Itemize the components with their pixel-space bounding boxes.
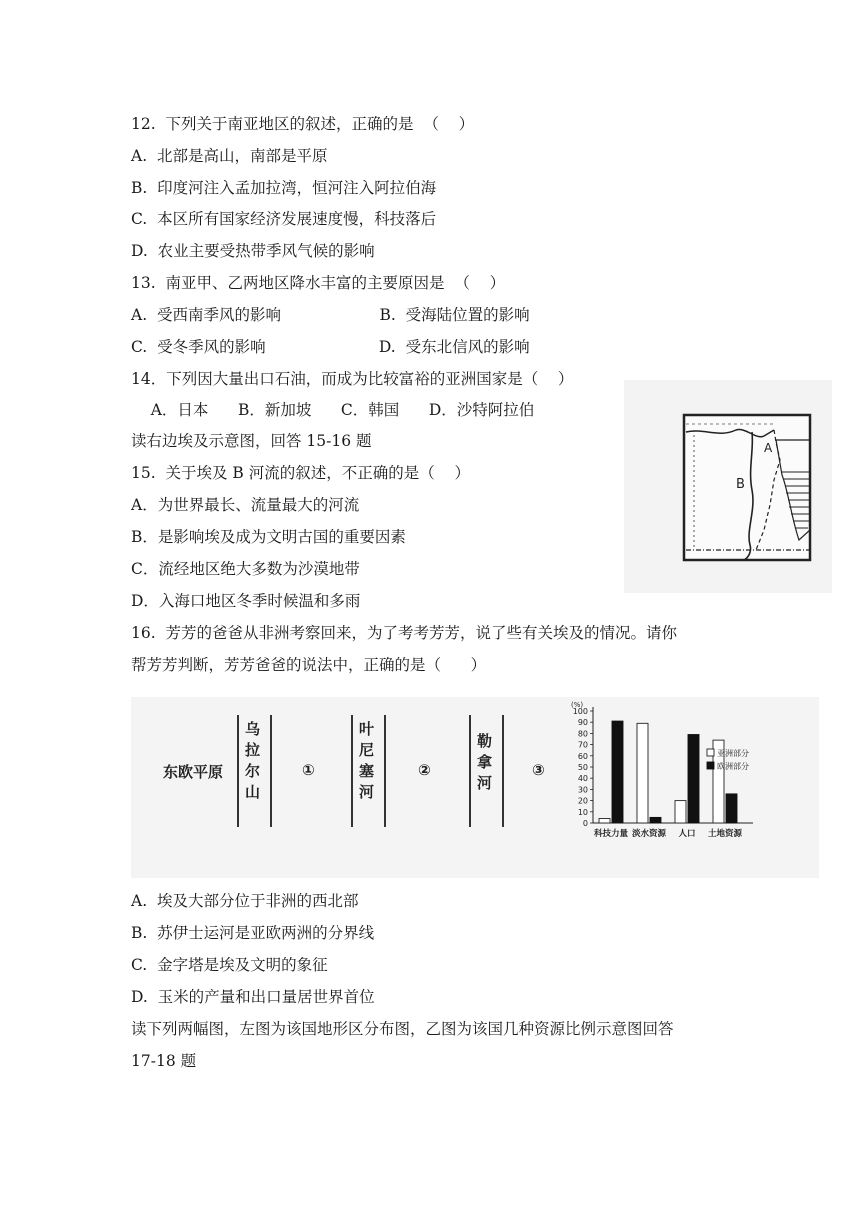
line-q12-c: C. 本区所有国家经济发展速度慢，科技落后: [131, 210, 437, 228]
x-tick-label: 科技力量: [593, 829, 629, 839]
y-axis-unit: (%): [571, 701, 584, 709]
line-q16-a: A. 埃及大部分位于非洲的西北部: [131, 892, 359, 910]
east-european-plain-label: 东欧平原: [163, 763, 224, 781]
line-q13-cd: C. 受冬季风的影响 D. 受东北信风的影响: [131, 338, 530, 356]
line-read-two: 读下列两幅图，左图为该国地形区分布图，乙图为该国几种资源比例示意图回答: [131, 1020, 674, 1038]
line-read-map: 读右边埃及示意图，回答 15-16 题: [131, 432, 372, 450]
legend-label-asia: 亚洲部分: [717, 749, 749, 758]
legend-swatch-asia: [707, 749, 714, 756]
map-label-b: B: [736, 477, 745, 492]
line-q12-a: A. 北部是高山，南部是平原: [131, 147, 328, 165]
line-q12: 12. 下列关于南亚地区的叙述，正确的是 （ ）: [131, 115, 475, 133]
y-tick-label: 10: [577, 807, 588, 817]
y-tick-label: 90: [577, 718, 588, 728]
x-tick-label: 人口: [678, 829, 696, 839]
y-tick-label: 0: [582, 819, 588, 828]
region-mark-1: ①: [302, 761, 315, 779]
divider-1: [237, 715, 239, 827]
line-q15-a: A．为世界最长、流量最大的河流: [131, 496, 360, 514]
line-q16-c: C. 金字塔是埃及文明的象征: [131, 956, 328, 974]
y-tick-label: 40: [577, 774, 588, 784]
y-tick-label: 20: [577, 796, 588, 806]
bar-asia-2: [675, 801, 686, 823]
line-q16-cont: 帮芳芳判断，芳芳爸爸的说法中，正确的是（ ）: [131, 656, 487, 674]
line-q16: 16. 芳芳的爸爸从非洲考察回来，为了考考芳芳，说了些有关埃及的情况。请你: [131, 624, 678, 642]
line-q16-b: B. 苏伊士运河是亚欧两洲的分界线: [131, 924, 375, 942]
bar-europe-1: [650, 817, 661, 823]
line-q16-d: D. 玉米的产量和出口量居世界首位: [131, 988, 375, 1006]
divider-6: [502, 715, 504, 827]
bar-asia-1: [637, 723, 648, 823]
divider-4: [384, 715, 386, 827]
line-q15-d: D．入海口地区冬季时候温和多雨: [131, 592, 361, 610]
ural-mountains-label: 乌拉尔山: [243, 721, 261, 805]
legend-swatch-europe: [707, 762, 714, 769]
bar-europe-0: [612, 721, 623, 823]
line-q14-options: A．日本 B．新加坡 C．韩国 D．沙特阿拉伯: [131, 401, 535, 419]
region-mark-3: ③: [532, 761, 545, 779]
bar-europe-3: [726, 794, 737, 823]
y-tick-label: 80: [577, 729, 588, 739]
y-tick-label: 60: [577, 751, 588, 761]
map-label-a: A: [764, 441, 773, 455]
bar-asia-0: [599, 819, 610, 823]
x-tick-label: 土地资源: [707, 829, 743, 839]
region-mark-2: ②: [418, 761, 431, 779]
egypt-map: [624, 380, 832, 593]
russia-diagram-strip: [131, 697, 819, 878]
line-q15-b: B．是影响埃及成为文明古国的重要因素: [131, 528, 406, 546]
line-q12-d: D. 农业主要受热带季风气候的影响: [131, 242, 375, 260]
line-q12-b: B. 印度河注入孟加拉湾，恒河注入阿拉伯海: [131, 179, 437, 197]
divider-3: [351, 715, 353, 827]
y-tick-label: 50: [577, 763, 588, 772]
line-q14: 14．下列因大量出口石油，而成为比较富裕的亚洲国家是（ ）: [131, 370, 574, 388]
x-tick-label: 淡水资源: [631, 829, 667, 839]
yenisei-river-label: 叶尼塞河: [357, 721, 375, 805]
y-tick-label: 100: [572, 707, 588, 716]
line-q13: 13. 南亚甲、乙两地区降水丰富的主要原因是 （ ）: [131, 274, 506, 292]
resource-ratio-chart: [561, 699, 781, 859]
egypt-map-drawing: [624, 380, 832, 593]
line-q13-ab: A. 受西南季风的影响 B. 受海陆位置的影响: [131, 306, 530, 324]
divider-5: [469, 715, 471, 827]
line-q15: 15. 关于埃及 B 河流的叙述，不正确的是（ ）: [131, 464, 470, 482]
divider-2: [270, 715, 272, 827]
y-tick-label: 70: [577, 740, 588, 750]
y-tick-label: 30: [577, 785, 588, 795]
line-q17-18: 17-18 题: [131, 1052, 197, 1070]
legend-label-europe: 欧洲部分: [717, 762, 749, 771]
bar-europe-2: [688, 735, 699, 823]
line-q15-c: C．流经地区绝大多数为沙漠地带: [131, 560, 360, 578]
lena-river-label: 勒拿河: [475, 733, 493, 796]
